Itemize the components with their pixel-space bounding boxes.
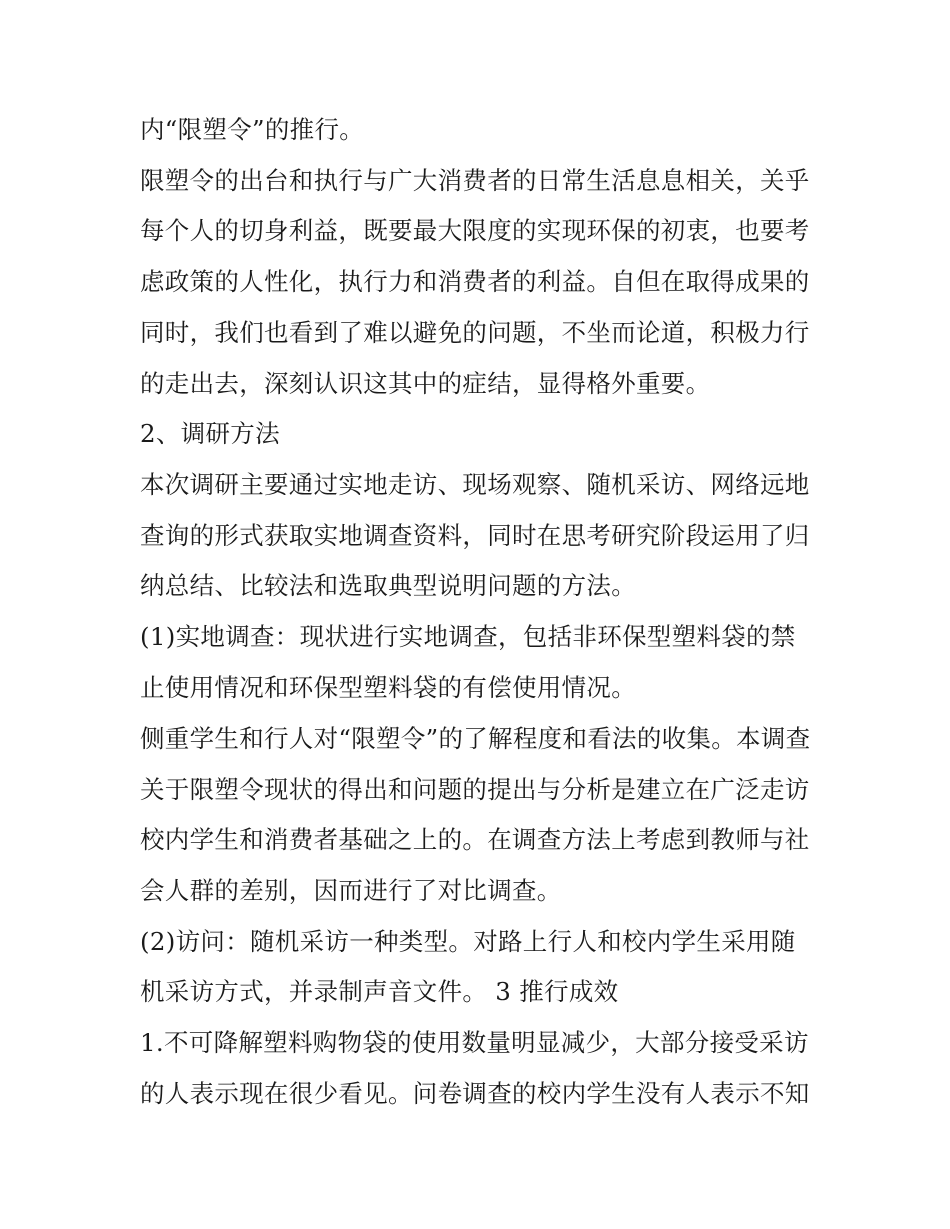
text-line: 侧重学生和行人对“限塑令”的了解程度和看法的收集。本调查 — [140, 724, 811, 753]
text-line: (2)访问：随机采访一种类型。对路上行人和校内学生采用随 — [140, 927, 796, 956]
text-line: 止使用情况和环保型塑料袋的有偿使用情况。 — [140, 673, 636, 702]
text-line: 纳总结、比较法和选取典型说明问题的方法。 — [140, 571, 636, 600]
text-line: 查询的形式获取实地调查资料，同时在思考研究阶段运用了归 — [140, 521, 810, 550]
text-line: 同时，我们也看到了难以避免的问题，不坐而论道，积极力行 — [140, 318, 810, 347]
text-line: 的人表示现在很少看见。问卷调查的校内学生没有人表示不知 — [140, 1079, 810, 1108]
text-line: 关于限塑令现状的得出和问题的提出与分析是建立在广泛走访 — [140, 775, 810, 804]
text-line: 会人群的差别，因而进行了对比调查。 — [140, 876, 562, 905]
text-line: 本次调研主要通过实地走访、现场观察、随机采访、网络远地 — [140, 470, 810, 499]
text-line: 虑政策的人性化，执行力和消费者的利益。自但在取得成果的 — [140, 267, 810, 296]
section-heading: 2、调研方法 — [140, 419, 280, 448]
text-line: 内“限塑令”的推行。 — [140, 115, 365, 144]
text-line: (1)实地调查：现状进行实地调查，包括非环保型塑料袋的禁 — [140, 622, 796, 651]
text-line: 限塑令的出台和执行与广大消费者的日常生活息息相关，关乎 — [140, 166, 810, 195]
text-line: 校内学生和消费者基础之上的。在调查方法上考虑到教师与社 — [140, 825, 810, 854]
text-line: 1.不可降解塑料购物袋的使用数量明显减少，大部分接受采访 — [140, 1028, 809, 1057]
text-line: 的走出去，深刻认识这其中的症结，显得格外重要。 — [140, 369, 711, 398]
text-line: 机采访方式，并录制声音文件。 3 推行成效 — [140, 977, 619, 1006]
text-line: 每个人的切身利益，既要最大限度的实现环保的初衷，也要考 — [140, 216, 810, 245]
